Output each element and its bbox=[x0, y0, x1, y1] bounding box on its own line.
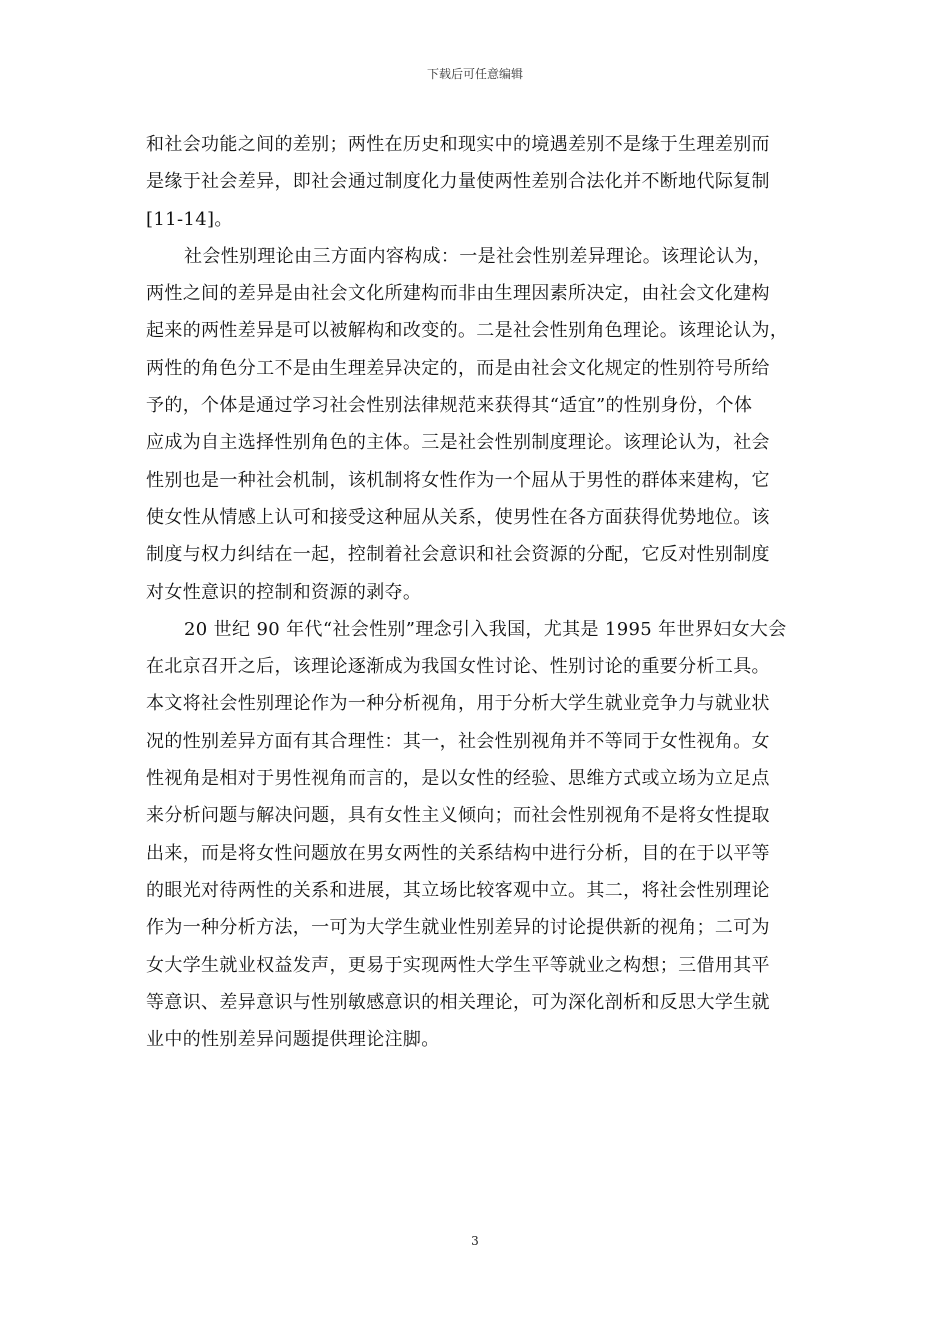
text-line-15: 在北京召开之后，该理论逐渐成为我国女性讨论、性别讨论的重要分析工具。 bbox=[146, 656, 770, 678]
text-line-7: 两性的角色分工不是由生理差异决定的，而是由社会文化规定的性别符号所给 bbox=[146, 357, 770, 379]
text-line-10: 性别也是一种社会机制，该机制将女性作为一个屈从于男性的群体来建构，它 bbox=[146, 469, 770, 491]
text-line-24: 等意识、差异意识与性别敏感意识的相关理论，可为深化剖析和反思大学生就 bbox=[146, 991, 770, 1013]
text-line-2: 是缘于社会差异，即社会通过制度化力量使两性差别合法化并不断地代际复制 bbox=[146, 171, 770, 193]
text-line-11: 使女性从情感上认可和接受这种屈从关系，使男性在各方面获得优势地位。该 bbox=[146, 506, 770, 528]
text-line-18: 性视角是相对于男性视角而言的，是以女性的经验、思维方式或立场为立足点 bbox=[146, 768, 770, 790]
text-line-14: 20 世纪 90 年代“社会性别”理念引入我国，尤其是 1995 年世界妇女大会 bbox=[184, 618, 787, 640]
text-line-4: 社会性别理论由三方面内容构成：一是社会性别差异理论。该理论认为， bbox=[184, 245, 772, 267]
page-number: 3 bbox=[471, 1234, 479, 1248]
body-text bbox=[146, 126, 810, 1058]
text-line-9: 应成为自主选择性别角色的主体。三是社会性别制度理论。该理论认为，社会 bbox=[146, 432, 770, 454]
text-line-21: 的眼光对待两性的关系和进展，其立场比较客观中立。其二，将社会性别理论 bbox=[146, 879, 770, 901]
text-line-17: 况的性别差异方面有其合理性：其一，社会性别视角并不等同于女性视角。女 bbox=[146, 730, 770, 752]
text-line-1: 和社会功能之间的差别；两性在历史和现实中的境遇差别不是缘于生理差别而 bbox=[146, 134, 770, 155]
text-line-8: 予的，个体是通过学习社会性别法律规范来获得其“适宜”的性别身份，个体 bbox=[146, 395, 753, 417]
text-line-5: 两性之间的差异是由社会文化所建构而非由生理因素所决定，由社会文化建构 bbox=[146, 283, 770, 305]
text-line-6: 起来的两性差异是可以被解构和改变的。二是社会性别角色理论。该理论认为， bbox=[146, 320, 789, 342]
text-line-23: 女大学生就业权益发声，更易于实现两性大学生平等就业之构想；三借用其平 bbox=[146, 954, 770, 976]
text-line-3: [11-14]。 bbox=[146, 208, 233, 230]
text-line-20: 出来，而是将女性问题放在男女两性的关系结构中进行分析，目的在于以平等 bbox=[146, 842, 770, 864]
text-line-25: 业中的性别差异问题提供理论注脚。 bbox=[146, 1029, 440, 1051]
text-line-22: 作为一种分析方法，一可为大学生就业性别差异的讨论提供新的视角；二可为 bbox=[146, 917, 770, 939]
page-header: 下载后可任意编辑 bbox=[426, 67, 523, 81]
text-line-12: 制度与权力纠结在一起，控制着社会意识和社会资源的分配，它反对性别制度 bbox=[146, 544, 770, 566]
text-line-19: 来分析问题与解决问题，具有女性主义倾向；而社会性别视角不是将女性提取 bbox=[146, 805, 770, 827]
text-line-13: 对女性意识的控制和资源的剥夺。 bbox=[146, 581, 422, 603]
text-line-16: 本文将社会性别理论作为一种分析视角，用于分析大学生就业竞争力与就业状 bbox=[146, 693, 770, 715]
